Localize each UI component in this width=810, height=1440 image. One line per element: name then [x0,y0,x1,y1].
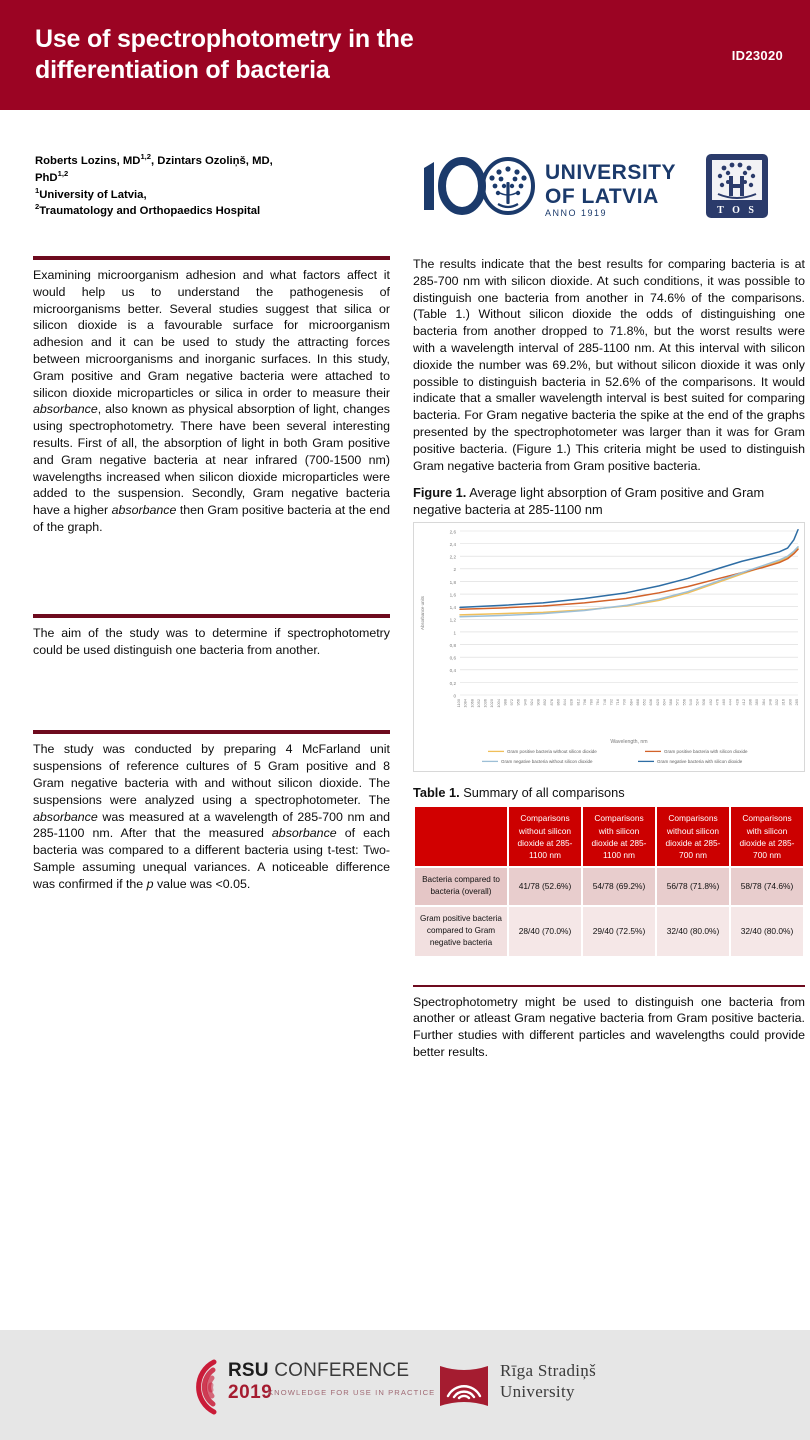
svg-text:556: 556 [681,699,687,706]
svg-text:1,8: 1,8 [449,580,456,586]
svg-text:956: 956 [515,699,521,706]
svg-text:684: 684 [628,699,634,706]
tos-label: T O S [717,205,757,216]
methods-text: The study was conducted by preparing 4 McFarland unit suspensions of reference cultures of 5 Gram positive and 8 Gram negative bacteria with and without silicon dioxide. The suspensions were analyzed using a spectrophotometer. The absorbance was measured at a wavelength of 285-700 nm and 285-1100 nm. After that the measured absorbance of each bacteria was compared to a different bacteria using t-test: Two-Sample assuming unequal variances. A noticeable difference was confirmed if the p value was <0.05. [33,742,390,891]
rsu-conference-text [228,1360,409,1382]
svg-text:924: 924 [528,699,534,706]
svg-text:364: 364 [760,699,766,706]
methods-section [33,730,390,892]
svg-text:620: 620 [654,699,660,706]
rsu-university-line2: University [500,1382,575,1402]
figure-caption [413,484,805,518]
svg-text:972: 972 [509,699,515,706]
aim-text: The aim of the study was to determine if spectrophotometry could be used distinguish one bacteria from another. [33,625,390,657]
svg-text:0: 0 [453,693,456,699]
svg-text:2,6: 2,6 [449,529,456,535]
section-divider-methods [33,730,390,734]
svg-text:348: 348 [767,699,773,706]
author-names-line1b: , Dzintars Ozoliņš, MD, [151,154,273,167]
svg-text:1,2: 1,2 [449,618,456,624]
svg-text:0,2: 0,2 [449,681,456,687]
svg-text:476: 476 [714,699,720,706]
svg-text:Gram positive bacteria with si: Gram positive bacteria with silicon dioxide [664,749,748,755]
svg-text:OF LATVIA: OF LATVIA [545,185,659,208]
riga-stradins-university-mark-icon [438,1360,490,1412]
svg-text:285: 285 [794,699,799,706]
svg-text:1,6: 1,6 [449,592,456,598]
table-cell-0-3: 58/78 (74.6%) [731,868,803,905]
affiliation-2: Traumatology and Orthopaedics Hospital [39,205,261,218]
svg-text:860: 860 [555,699,561,706]
author-affiliation-marker: 1,2 [140,152,152,161]
table-cell-1-2: 32/40 (80.0%) [657,907,729,956]
svg-text:ANNO 1919: ANNO 1919 [545,208,608,218]
table-cell-0-0: 41/78 (52.6%) [509,868,581,905]
figure-caption-text: Average light absorption of Gram positive and Gram negative bacteria at 285-1100 nm [413,485,765,518]
svg-text:316: 316 [780,699,786,706]
svg-text:Gram negative bacteria without: Gram negative bacteria without silicon dioxide [501,759,593,765]
absorbance-chart [413,522,805,772]
svg-text:428: 428 [734,699,740,706]
tos-hospital-logo [704,152,770,220]
svg-text:764: 764 [595,699,601,706]
svg-text:460: 460 [721,699,727,706]
author-degree: PhD [35,171,58,184]
svg-text:652: 652 [641,699,647,706]
table-cell-1-3: 32/40 (80.0%) [731,907,803,956]
authors-block [35,152,375,219]
svg-text:1020: 1020 [489,699,495,709]
svg-text:828: 828 [568,699,574,706]
svg-text:940: 940 [522,699,528,706]
svg-text:380: 380 [754,699,760,706]
svg-text:1036: 1036 [482,699,488,709]
svg-text:0,8: 0,8 [449,643,456,649]
svg-text:876: 876 [548,699,554,706]
footer-logos [0,1330,810,1440]
svg-text:Gram negative bacteria with si: Gram negative bacteria with silicon dioxide [657,759,743,765]
svg-text:812: 812 [575,699,581,706]
section-divider-aim [33,614,390,618]
rsu-conference-year: 2019 [228,1382,273,1403]
table-column-header-1: Comparisons with silicon dioxide at 285-1100 nm [583,807,655,866]
author-affiliation-marker-2: 1,2 [57,168,69,178]
affiliation-1: University of Latvia, [39,188,147,201]
svg-text:0,4: 0,4 [449,668,456,674]
svg-text:Gram positive bacteria without: Gram positive bacteria without silicon dioxide [507,749,597,755]
poster-header [0,0,810,110]
svg-text:604: 604 [661,699,667,706]
svg-text:1084: 1084 [462,699,468,709]
introduction-text: Examining microorganism adhesion and what factors affect it would help us to understand the pathogenesis of microorganisms better. Several studies suggest that silica or silicon dioxide is a favourable surface for microorganism adhesion and it can be used to study the attracting forces between microorganisms and inorganic surfaces. In this study, Gram positive and Gram negative bacteria were attached to silicon dioxide microparticles or silica in order to measure their absorbance, also known as physical absorption of light, changes using spectrophotometry. There have been several interesting results. First of all, the absorption of light in both Gram positive and Gram negative bacteria at near infrared (700-1500 nm) wavelengths increased when silicon dioxide microparticles were added to the suspension. Secondly, Gram negative bacteria have a higher absorbance then Gram positive bacteria at the end of the graph. [33,268,391,534]
section-divider-conclusion [413,985,805,987]
table-row-label-1: Gram positive bacteria compared to Gram negative bacteria [415,907,507,956]
svg-text:540: 540 [687,699,693,706]
svg-text:2,2: 2,2 [449,555,456,561]
svg-text:Wavelength, nm: Wavelength, nm [610,739,648,746]
svg-text:988: 988 [502,699,508,706]
svg-text:588: 588 [668,699,674,706]
rsu-conference-tagline: KNOWLEDGE FOR USE IN PRACTICE [268,1388,436,1397]
affiliation-marker-1: 1 [35,185,40,195]
introduction-section [33,256,390,536]
svg-text:1: 1 [453,630,456,636]
svg-text:716: 716 [615,699,621,706]
aim-section [33,614,390,659]
svg-text:1004: 1004 [495,699,501,709]
svg-text:Absorbance units: Absorbance units [420,596,425,631]
svg-text:892: 892 [542,699,548,706]
svg-text:524: 524 [694,699,700,706]
riga-stradins-university-text [500,1360,596,1403]
results-section [413,256,805,474]
table-cell-1-0: 28/40 (70.0%) [509,907,581,956]
svg-text:844: 844 [562,699,568,706]
conclusion-section [413,985,805,1061]
table-row [415,907,803,956]
svg-text:780: 780 [588,699,594,706]
table-cell-0-2: 56/78 (71.8%) [657,868,729,905]
table-column-header-2: Comparisons without silicon dioxide at 285-700 nm [657,807,729,866]
svg-text:1068: 1068 [469,699,475,709]
svg-text:2,4: 2,4 [449,542,456,548]
svg-text:300: 300 [787,699,793,706]
svg-text:636: 636 [648,699,654,706]
svg-text:412: 412 [740,699,746,706]
svg-text:UNIVERSITY: UNIVERSITY [545,161,677,184]
tos-hospital-logo-icon [704,152,770,220]
section-divider-introduction [33,256,390,260]
affiliation-marker-2: 2 [35,202,40,212]
page-title: Use of spectrophotometry in the differentiation of bacteria [35,25,414,84]
right-column [413,256,805,1061]
svg-text:1100: 1100 [456,699,461,708]
rsu-abbrev: RSU [228,1360,269,1381]
svg-text:1052: 1052 [475,699,481,709]
table-row-label-0: Bacteria compared to bacteria (overall) [415,868,507,905]
svg-text:444: 444 [727,699,733,706]
svg-text:732: 732 [608,699,614,706]
svg-text:508: 508 [701,699,707,706]
svg-text:0,6: 0,6 [449,655,456,661]
table-column-header-3: Comparisons with silicon dioxide at 285-700 nm [731,807,803,866]
poster-footer [0,1330,810,1440]
svg-text:572: 572 [674,699,680,706]
svg-text:668: 668 [634,699,640,706]
table-row [415,868,803,905]
results-text: The results indicate that the best results for comparing bacteria is at 285-700 nm with silicon dioxide. At such conditions, it was possible to distinguish one bacteria from another in 74.6% of the comparisons. (Table 1.) Without silicon dioxide the odds of distinguishing one bacteria from another dropped to 71.8%, but the worst results were with a wavelength interval of 285-1100 nm. At this interval with silicon dioxide the number was 69.2%, but without silicon dioxide it was only possible to distinguish bacteria in 52.6% of the comparisons. It would indicate that a smaller wavelength interval is best suited for comparing bacteria. For Gram negative bacteria the spike at the end of the graphs presented by the spectrophotometer was larger than it was for Gram positive bacteria. (Figure 1.) This criteria might be used to distinguish Gram negative bacteria from Gram positive bacteria. [413,257,805,473]
author-names-line1: Roberts Lozins, MD [35,154,141,167]
table-corner-cell [415,807,507,866]
rsu-conference-word: CONFERENCE [268,1360,410,1381]
svg-text:796: 796 [581,699,587,706]
table-caption-text: Summary of all comparisons [459,785,625,801]
table-header-row [415,807,803,866]
svg-text:748: 748 [601,699,607,706]
figure-caption-label: Figure 1. [413,485,467,501]
rsu-university-line1: Rīga Stradiņš [500,1361,596,1380]
svg-text:908: 908 [535,699,541,706]
table-caption [413,785,805,800]
svg-text:700: 700 [621,699,627,706]
table-caption-label: Table 1. [413,785,460,801]
svg-text:332: 332 [774,699,780,706]
university-of-latvia-logo-icon [418,152,683,220]
svg-text:2: 2 [453,567,456,573]
left-column [33,256,390,893]
university-of-latvia-logo [418,152,683,220]
absorbance-chart-svg [414,523,804,771]
rsu-conference-mark-icon [170,1358,228,1416]
svg-text:396: 396 [747,699,753,706]
summary-table [413,805,805,957]
table-cell-1-1: 29/40 (72.5%) [583,907,655,956]
poster-id: ID23020 [731,48,783,63]
table-column-header-0: Comparisons without silicon dioxide at 285-1100 nm [509,807,581,866]
svg-text:1,4: 1,4 [449,605,456,611]
svg-text:492: 492 [707,699,713,706]
table-cell-0-1: 54/78 (69.2%) [583,868,655,905]
conclusion-text: Spectrophotometry might be used to distinguish one bacteria from another or atleast Gram negative bacteria from Gram positive bacteria. Further studies with different particles and wavelengths could provide better results. [413,994,805,1060]
